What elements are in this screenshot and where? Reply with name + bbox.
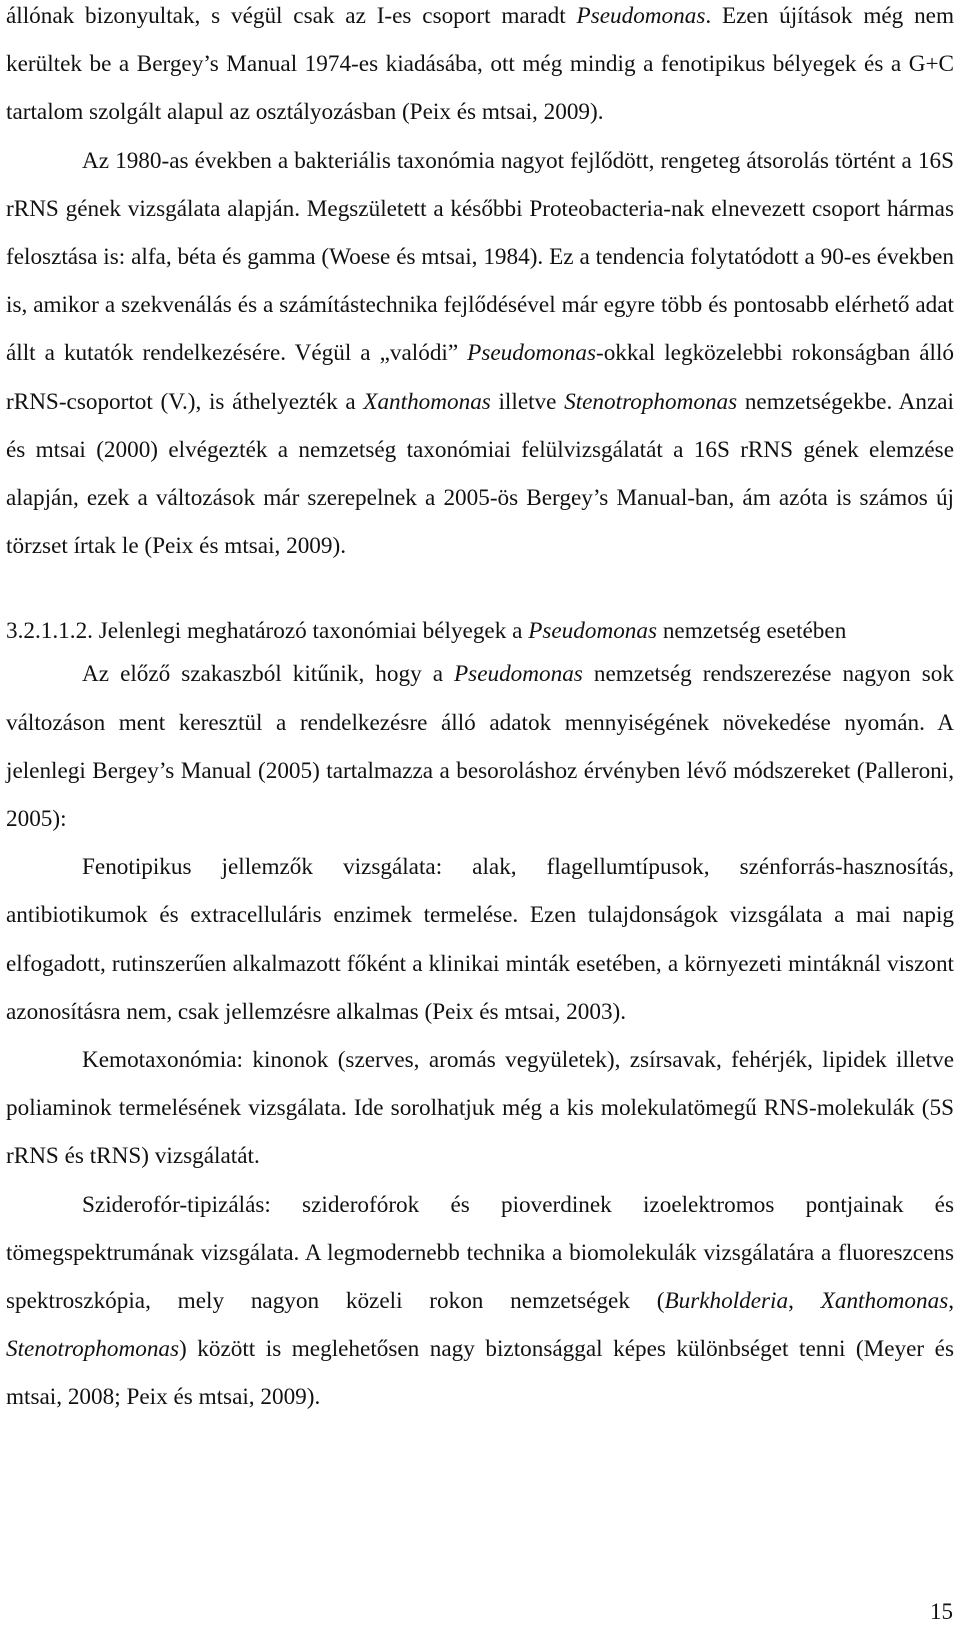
genus-name: Xanthomonas bbox=[363, 388, 491, 415]
section-heading-wrapper bbox=[6, 616, 954, 646]
genus-name: Xanthomonas bbox=[820, 1288, 949, 1315]
heading-text: 3.2.1.1.2. Jelenlegi meghatározó taxonómiai bélyegek a bbox=[6, 618, 529, 645]
genus-name: Stenotrophomonas bbox=[564, 388, 738, 415]
section-heading bbox=[6, 616, 954, 646]
text-run: nemzetség rendszerezése nagyon sok változáson ment keresztül a rendelkezésre álló adatok mennyiségének növekedése nyomán. A jelenlegi Bergey’s Manual (2005) tartalmazza a besoroláshoz érvényben lévő módszereket (Palleroni, 2005): bbox=[6, 661, 954, 833]
text-run: állónak bizonyultak, s végül csak az I-es csoport maradt bbox=[6, 3, 577, 29]
paragraph-current-methods-intro bbox=[6, 650, 954, 843]
text-run: . Ezen újítások még nem kerültek be a Bergey’s Manual 1974-es kiadásába, ott még mindig a fenotipikus bélyegek és a G+C tartalom szolgált alapul az osztályozásban (Peix és mtsai, 2009). bbox=[6, 3, 954, 126]
text-run: nemzetségekbe. Anzai és mtsai (2000) elvégezték a nemzetség taxonómiai felülvizsgálatát a 16S rRNS gének elemzése alapján, ezek a változások már szerepelnek a 2005-ös Bergey’s Manual-ban, ám azóta is számos új törzset írtak le (Peix és mtsai, 2009). bbox=[6, 388, 954, 560]
genus-name: Pseudomonas bbox=[467, 340, 596, 367]
text-run: Az 1980-as években a bakteriális taxonómia nagyot fejlődött, rengeteg átsorolás történt a 16S rRNS gének vizsgálata alapján. Megszületett a későbbi Proteobacteria-nak elnevezett csoport hármas felosztása is: alfa, béta és gamma (Woese és mtsai, 1984). Ez a tendencia folytatódott a 90-es években is, amikor a szekvenálás és a számítástechnika fejlődésével már egyre több és pontosabb elérhető adat állt a kutatók rendelkezésére. Végül a „valódi” bbox=[6, 147, 954, 367]
text-run: Az előző szakaszból kitűnik, hogy a bbox=[82, 661, 455, 688]
page-number: 15 bbox=[930, 1599, 953, 1624]
genus-name: Pseudomonas bbox=[576, 3, 706, 29]
heading-text: nemzetség esetében bbox=[657, 618, 847, 645]
text-run: , bbox=[788, 1288, 821, 1315]
text-run: -okkal legközelebbi rokonságban álló rRNS-csoportot (V.), is áthelyezték a bbox=[6, 340, 954, 415]
genus-name: Burkholderia bbox=[664, 1288, 789, 1315]
document-page bbox=[6, 0, 954, 1422]
genus-name: Stenotrophomonas bbox=[6, 1336, 180, 1363]
paragraph-classification-history bbox=[6, 0, 954, 137]
paragraph-1980s-taxonomy bbox=[6, 137, 954, 571]
text-run: , bbox=[948, 1288, 955, 1315]
paragraph-phenotypic-traits: Fenotipikus jellemzők vizsgálata: alak, flagellumtípusok, szénforrás-hasznosítás, antibiotikumok és extracelluláris enzimek termelése. Ezen tulajdonságok vizsgálata a mai napig elfogadott, rutinszerűen alkalmazott főként a klinikai minták esetében, a környezeti mintáknál viszont azonosításra nem, csak jellemzésre alkalmas (Peix és mtsai, 2003). bbox=[6, 854, 954, 1025]
text-run: illetve bbox=[490, 388, 565, 415]
section-spacer bbox=[6, 570, 954, 616]
genus-name: Pseudomonas bbox=[528, 618, 658, 645]
genus-name: Pseudomonas bbox=[454, 661, 583, 688]
text-run: ) között is meglehetősen nagy biztonsággal képes különbséget tenni (Meyer és mtsai, 2008; Peix és mtsai, 2009). bbox=[6, 1336, 954, 1411]
paragraph-chemotaxonomy: Kemotaxonómia: kinonok (szerves, aromás vegyületek), zsírsavak, fehérjék, lipidek illetve poliaminok termelésének vizsgálata. Ide sorolhatjuk még a kis molekulatömegű RNS-molekulák (5S rRNS és tRNS) vizsgálatát. bbox=[6, 1047, 954, 1170]
text-run: Sziderofór-tipizálás: sziderofórok és pioverdinek izoelektromos pontjainak és tömegspektrumának vizsgálata. A legmodernebb technika a biomolekulák vizsgálatára a fluoreszcens spektroszkópia, mely nagyon közeli rokon nemzetségek ( bbox=[6, 1191, 954, 1315]
paragraph-siderophore-typing bbox=[6, 1181, 954, 1422]
